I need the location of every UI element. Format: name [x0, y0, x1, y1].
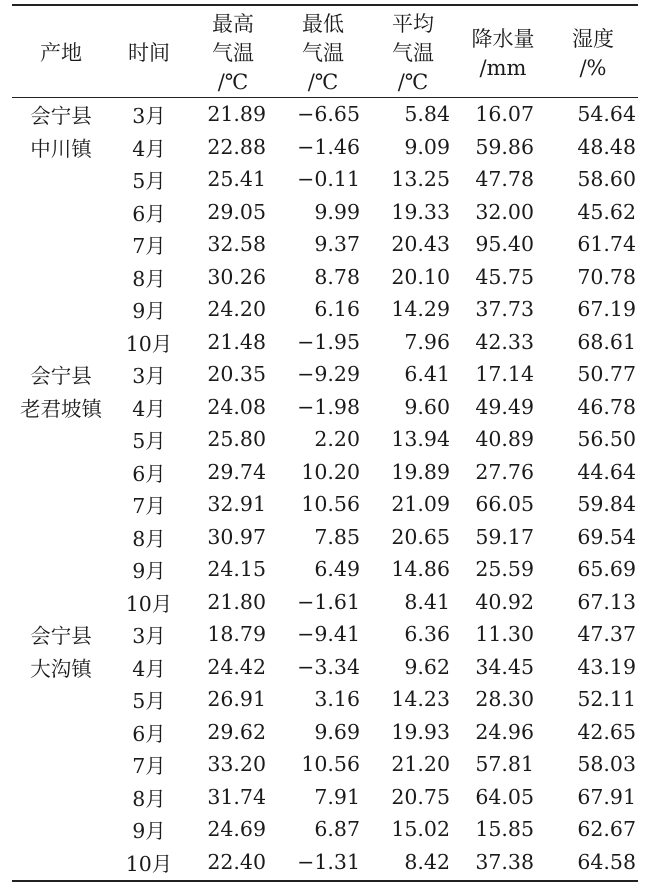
cell-month: 4月 [132, 396, 166, 421]
table-row [12, 586, 638, 619]
cell-precipitation: 45.75 [475, 264, 534, 289]
cell-min-temp: −1.31 [297, 849, 360, 874]
cell-min-temp: 7.91 [314, 784, 360, 809]
cell-place [12, 813, 110, 846]
table-row [12, 391, 638, 424]
cell-max-temp: 32.91 [207, 492, 266, 517]
cell-month: 8月 [132, 266, 166, 291]
cell-precipitation: 59.17 [475, 524, 534, 549]
cell-place [12, 488, 110, 521]
cell-precipitation: 47.78 [475, 167, 534, 192]
cell-min-temp: −9.29 [297, 362, 360, 387]
cell-place [12, 326, 110, 359]
cell-month: 6月 [132, 461, 166, 486]
cell-max-temp: 32.58 [207, 232, 266, 257]
table-row [12, 131, 638, 164]
header-time: 时间 [128, 41, 170, 65]
cell-humidity: 61.74 [577, 232, 636, 257]
cell-month: 8月 [132, 526, 166, 551]
table-row [12, 423, 638, 456]
cell-place: 老君坡镇 [20, 396, 102, 421]
cell-humidity: 46.78 [577, 394, 636, 419]
cell-place [12, 553, 110, 586]
cell-precipitation: 28.30 [475, 687, 534, 712]
header-place: 产地 [40, 41, 82, 65]
cell-month: 4月 [132, 136, 166, 161]
header-avg-temp-line1: 平均 [392, 12, 434, 36]
cell-avg-temp: 9.09 [404, 134, 450, 159]
cell-place [12, 228, 110, 261]
cell-humidity: 65.69 [577, 557, 636, 582]
cell-humidity: 58.60 [577, 167, 636, 192]
cell-place [12, 196, 110, 229]
cell-place [12, 261, 110, 294]
table-row [12, 781, 638, 814]
cell-month: 3月 [110, 98, 188, 131]
cell-humidity: 47.37 [577, 622, 636, 647]
cell-place: 会宁县 [30, 624, 92, 649]
header-min-temp-line2: 气温 [302, 41, 344, 65]
cell-max-temp: 22.88 [207, 134, 266, 159]
cell-precipitation: 34.45 [475, 654, 534, 679]
cell-humidity: 62.67 [577, 817, 636, 842]
cell-precipitation: 66.05 [475, 492, 534, 517]
cell-avg-temp: 20.75 [391, 784, 450, 809]
cell-min-temp: 9.37 [314, 232, 360, 257]
cell-humidity: 54.64 [548, 98, 638, 131]
cell-min-temp: −6.65 [278, 98, 368, 131]
cell-humidity: 52.11 [577, 687, 636, 712]
table-row [12, 651, 638, 684]
cell-min-temp: 3.16 [314, 687, 360, 712]
cell-min-temp: −9.41 [297, 622, 360, 647]
cell-precipitation: 32.00 [475, 199, 534, 224]
cell-avg-temp: 5.84 [368, 98, 458, 131]
cell-min-temp: 8.78 [314, 264, 360, 289]
header-max-temp-line1: 最高 [212, 12, 254, 36]
cell-place [12, 716, 110, 749]
table-row [12, 98, 638, 131]
cell-max-temp: 24.20 [207, 297, 266, 322]
cell-humidity: 42.65 [577, 719, 636, 744]
header-min-temp-line1: 最低 [302, 12, 344, 36]
cell-place: 会宁县 [12, 98, 110, 131]
header-precipitation-unit: /mm [479, 55, 527, 80]
cell-max-temp: 30.97 [207, 524, 266, 549]
cell-avg-temp: 15.02 [391, 817, 450, 842]
cell-precipitation: 64.05 [475, 784, 534, 809]
cell-max-temp: 24.42 [207, 654, 266, 679]
cell-avg-temp: 13.25 [391, 167, 450, 192]
cell-avg-temp: 9.60 [404, 394, 450, 419]
cell-min-temp: 2.20 [314, 427, 360, 452]
cell-month: 3月 [132, 624, 166, 649]
cell-max-temp: 18.79 [207, 622, 266, 647]
table-row [12, 358, 638, 391]
table-row [12, 456, 638, 489]
cell-precipitation: 15.85 [475, 817, 534, 842]
cell-month: 4月 [132, 656, 166, 681]
cell-min-temp: 6.16 [314, 297, 360, 322]
cell-precipitation: 25.59 [475, 557, 534, 582]
cell-humidity: 58.03 [577, 752, 636, 777]
table-row [12, 326, 638, 359]
header-min-temp [278, 10, 368, 98]
table-top-rule [12, 4, 638, 6]
cell-min-temp: −1.61 [297, 589, 360, 614]
cell-precipitation: 49.49 [475, 394, 534, 419]
table-header [12, 10, 638, 98]
cell-max-temp: 29.05 [207, 199, 266, 224]
cell-humidity: 48.48 [577, 134, 636, 159]
cell-avg-temp: 7.96 [404, 329, 450, 354]
cell-max-temp: 26.91 [207, 687, 266, 712]
cell-humidity: 50.77 [577, 362, 636, 387]
cell-place [12, 748, 110, 781]
cell-humidity: 43.19 [577, 654, 636, 679]
cell-month: 10月 [125, 851, 173, 876]
cell-precipitation: 11.30 [475, 622, 534, 647]
cell-min-temp: 10.56 [301, 492, 360, 517]
table-row [12, 521, 638, 554]
cell-avg-temp: 8.42 [404, 849, 450, 874]
cell-max-temp: 29.74 [207, 459, 266, 484]
table-row [12, 716, 638, 749]
cell-month: 9月 [132, 299, 166, 324]
cell-place: 中川镇 [30, 136, 92, 161]
cell-max-temp: 33.20 [207, 752, 266, 777]
cell-month: 5月 [132, 689, 166, 714]
cell-humidity: 67.19 [577, 297, 636, 322]
header-avg-temp [368, 10, 458, 98]
table-row [12, 293, 638, 326]
table-row [12, 261, 638, 294]
cell-place [12, 683, 110, 716]
cell-month: 9月 [132, 819, 166, 844]
header-avg-temp-line2: 气温 [392, 41, 434, 65]
cell-month: 10月 [125, 591, 173, 616]
cell-max-temp: 21.89 [188, 98, 278, 131]
cell-avg-temp: 14.23 [391, 687, 450, 712]
header-humidity-unit: /% [579, 55, 607, 80]
cell-month: 5月 [132, 429, 166, 454]
cell-min-temp: −1.46 [297, 134, 360, 159]
header-max-temp-unit: /℃ [217, 70, 249, 94]
cell-humidity: 68.61 [577, 329, 636, 354]
cell-precipitation: 27.76 [475, 459, 534, 484]
cell-avg-temp: 6.36 [404, 622, 450, 647]
cell-min-temp: −3.34 [297, 654, 360, 679]
header-avg-temp-unit: /℃ [397, 70, 429, 94]
cell-month: 10月 [125, 331, 173, 356]
cell-month: 7月 [132, 234, 166, 259]
cell-precipitation: 17.14 [475, 362, 534, 387]
cell-place [12, 423, 110, 456]
cell-humidity: 56.50 [577, 427, 636, 452]
table-row [12, 618, 638, 651]
cell-month: 5月 [132, 169, 166, 194]
cell-max-temp: 30.26 [207, 264, 266, 289]
cell-precipitation: 37.73 [475, 297, 534, 322]
table-row [12, 163, 638, 196]
climate-table [12, 4, 638, 882]
cell-humidity: 69.54 [577, 524, 636, 549]
cell-month: 3月 [132, 364, 166, 389]
cell-place [12, 521, 110, 554]
cell-min-temp: 9.99 [314, 199, 360, 224]
table-row [12, 813, 638, 846]
cell-avg-temp: 6.41 [404, 362, 450, 387]
cell-precipitation: 16.07 [458, 98, 548, 131]
table-row [12, 196, 638, 229]
cell-min-temp: 9.69 [314, 719, 360, 744]
cell-max-temp: 24.69 [207, 817, 266, 842]
cell-place [12, 163, 110, 196]
cell-precipitation: 40.89 [475, 427, 534, 452]
cell-max-temp: 22.40 [207, 849, 266, 874]
header-humidity [548, 10, 638, 98]
cell-month: 9月 [132, 559, 166, 584]
cell-month: 7月 [132, 494, 166, 519]
header-row [12, 10, 638, 98]
cell-place: 大沟镇 [30, 656, 92, 681]
cell-precipitation: 40.92 [475, 589, 534, 614]
cell-min-temp: −1.98 [297, 394, 360, 419]
cell-min-temp: −0.11 [297, 167, 360, 192]
cell-min-temp: 10.56 [301, 752, 360, 777]
cell-max-temp: 20.35 [207, 362, 266, 387]
cell-avg-temp: 14.29 [391, 297, 450, 322]
cell-min-temp: 6.87 [314, 817, 360, 842]
cell-avg-temp: 13.94 [391, 427, 450, 452]
cell-place [12, 293, 110, 326]
cell-month: 7月 [132, 754, 166, 779]
cell-place [12, 586, 110, 619]
cell-precipitation: 24.96 [475, 719, 534, 744]
cell-max-temp: 24.08 [207, 394, 266, 419]
header-humidity-line1: 湿度 [572, 26, 614, 51]
cell-min-temp: 6.49 [314, 557, 360, 582]
cell-humidity: 67.13 [577, 589, 636, 614]
cell-humidity: 59.84 [577, 492, 636, 517]
cell-max-temp: 25.80 [207, 427, 266, 452]
cell-avg-temp: 19.33 [391, 199, 450, 224]
cell-humidity: 45.62 [577, 199, 636, 224]
cell-max-temp: 21.80 [207, 589, 266, 614]
header-precipitation-line1: 降水量 [471, 26, 535, 51]
header-precipitation [458, 10, 548, 98]
cell-avg-temp: 20.10 [391, 264, 450, 289]
cell-humidity: 44.64 [577, 459, 636, 484]
table-row [12, 846, 638, 879]
cell-precipitation: 59.86 [475, 134, 534, 159]
cell-max-temp: 25.41 [207, 167, 266, 192]
cell-avg-temp: 14.86 [391, 557, 450, 582]
cell-max-temp: 31.74 [207, 784, 266, 809]
cell-avg-temp: 20.65 [391, 524, 450, 549]
table-row [12, 553, 638, 586]
cell-place [12, 781, 110, 814]
cell-precipitation: 37.38 [475, 849, 534, 874]
cell-max-temp: 24.15 [207, 557, 266, 582]
cell-humidity: 64.58 [577, 849, 636, 874]
cell-place [12, 456, 110, 489]
table-row [12, 683, 638, 716]
cell-avg-temp: 9.62 [404, 654, 450, 679]
cell-avg-temp: 20.43 [391, 232, 450, 257]
cell-avg-temp: 19.89 [391, 459, 450, 484]
table-row [12, 228, 638, 261]
cell-precipitation: 95.40 [475, 232, 534, 257]
cell-max-temp: 21.48 [207, 329, 266, 354]
header-max-temp [188, 10, 278, 98]
cell-avg-temp: 8.41 [404, 589, 450, 614]
cell-min-temp: −1.95 [297, 329, 360, 354]
table-body [12, 98, 638, 879]
cell-month: 6月 [132, 721, 166, 746]
cell-month: 6月 [132, 201, 166, 226]
header-min-temp-unit: /℃ [307, 70, 339, 94]
cell-max-temp: 29.62 [207, 719, 266, 744]
data-table [12, 10, 638, 878]
header-max-temp-line2: 气温 [212, 41, 254, 65]
table-row [12, 748, 638, 781]
cell-min-temp: 10.20 [301, 459, 360, 484]
table-row [12, 488, 638, 521]
cell-humidity: 70.78 [577, 264, 636, 289]
cell-avg-temp: 21.20 [391, 752, 450, 777]
cell-month: 8月 [132, 786, 166, 811]
cell-place: 会宁县 [30, 364, 92, 389]
cell-precipitation: 57.81 [475, 752, 534, 777]
cell-avg-temp: 19.93 [391, 719, 450, 744]
cell-place [12, 846, 110, 879]
cell-avg-temp: 21.09 [391, 492, 450, 517]
cell-humidity: 67.91 [577, 784, 636, 809]
cell-min-temp: 7.85 [314, 524, 360, 549]
cell-precipitation: 42.33 [475, 329, 534, 354]
